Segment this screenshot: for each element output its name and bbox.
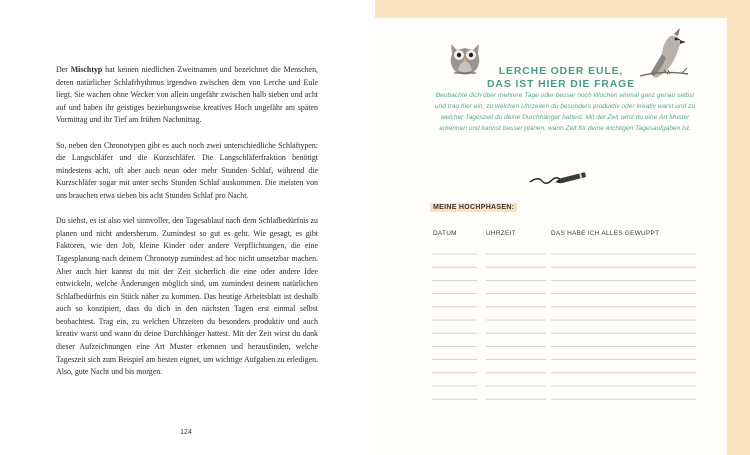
bold-term: Mischtyp — [70, 65, 103, 74]
heading-line-1: LERCHE ODER EULE, — [498, 66, 624, 77]
column-header-datum: DATUM — [433, 230, 457, 237]
paragraph-text: hat keinen niedlichen Zweitnamen und bezeichnet die Menschen, deren natürlicher Schlafrhythmus irgendwo zwischen dem von Lerche und Eule liegt. Sie wachen ohne Wecker von allein ungefähr zwischen halb sieben und acht auf und haben ihr geistiges beziehungsweise kreatives Hoch ungefähr am späten Vormittag und ihr Tief am frühen Nachmittag. — [56, 65, 318, 125]
log-table — [432, 240, 696, 410]
worksheet-intro: Beobachte dich über mehrere Tage oder besser noch Wochen einmal ganz genau selbst und trag hier ein, zu welchen Uhrzeiten du besonders produktiv oder kreativ warst und zu welcher Tageszeit du deine Durchhänger hattest. Mit der Zeit wirst du eine Art Muster erkennen und kannst besser planen, wann Zeit für deine wichtigen Tagesaufgaben ist. — [434, 92, 696, 133]
pen-icon — [528, 168, 590, 188]
heading-line-2: DAS IST HIER DIE FRAGE — [487, 78, 635, 90]
column-header-uhrzeit: UHRZEIT — [486, 230, 516, 237]
page-number: 124 — [180, 429, 192, 436]
paragraph-schlaftypen: So, neben den Chronotypen gibt es auch noch zwei unterschiedliche Schlaftypen: die Langschläfer und die Kurzschläfer. Die Langschläferfraktion benötigt mindestens acht, oft aber auch neun oder mehr Stunden Schlaf, während die Kurzschläfer sogar mit unter sechs Stunden Schlaf auskommen. Die meisten von uns brauchen etwa sieben bis acht Stunden Schlaf pro Nacht. — [56, 140, 318, 200]
bird-icon — [634, 26, 690, 84]
paragraph-text: Der — [56, 65, 71, 74]
owl-icon — [446, 40, 484, 76]
paragraph-tagesablauf: Du siehst, es ist also viel sinnvoller, den Tagesablauf nach dem Schlafbedürfnis zu planen und nicht andersherum. Zumindest so gut es geht. Wie gesagt, es gibt Faktoren, wie den Job, kleine Kinder oder andere Verpflichtungen, die eine Tagesplanung nach deinem Chronotyp zumindest ad hoc nicht umsetzbar machen. Aber auch hier kannst du mit der Zeit sicherlich die eine oder andere Idee entwickeln, welche Änderungen möglich sind, um zumindest deinem natürlichen Schlafbedürfnis ein Stück näher zu kommen. Das heutige Arbeitsblatt ist deshalb auch so konzipiert, dass du dich in den nächsten Tagen erst einmal selbst beobachtest. Trag ein, zu welchen Uhrzeiten du besonders produktiv und auch kreativ warst und wann du deine Durchhänger hattest. Mit der Zeit wirst du dank dieser Aufzeichnungen eine Art Muster erkennen und herausfinden, welche Tageszeit sich zum Beispiel am besten eignet, um wichtige Aufgaben zu erledigen. Also, gute Nacht und bis morgen. — [56, 216, 318, 377]
left-body-text — [56, 64, 318, 391]
section-label: MEINE HOCHPHASEN: — [430, 203, 517, 212]
worksheet-heading — [486, 66, 636, 91]
column-header-notes: DAS HABE ICH ALLES GEWUPPT — [551, 230, 660, 237]
paragraph-mischtyp — [56, 64, 318, 127]
